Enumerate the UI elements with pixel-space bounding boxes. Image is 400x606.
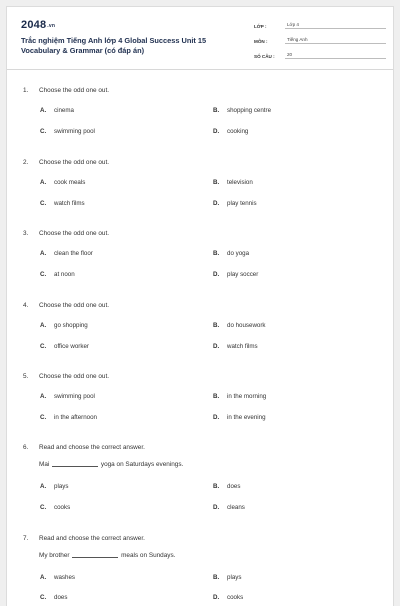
- answer-blank: [72, 557, 118, 558]
- question-prompt: Choose the odd one out.: [39, 230, 109, 237]
- question-number: 7.: [23, 535, 29, 542]
- question-header: [23, 373, 109, 380]
- logo-text: 2048: [21, 19, 47, 31]
- meta-question-count: [254, 49, 386, 59]
- option-d[interactable]: [213, 271, 258, 278]
- option-text: cooks: [227, 594, 244, 601]
- option-text: at noon: [54, 271, 75, 278]
- option-d[interactable]: [213, 200, 257, 207]
- option-d[interactable]: [213, 414, 266, 421]
- option-text: clean the floor: [54, 250, 93, 257]
- option-letter: C.: [40, 343, 47, 350]
- stem-after: yoga on Saturdays evenings.: [100, 461, 184, 468]
- option-a[interactable]: [40, 322, 88, 329]
- question-prompt: Choose the odd one out.: [39, 87, 109, 94]
- option-c[interactable]: [40, 343, 89, 350]
- option-letter: D.: [213, 343, 220, 350]
- option-d[interactable]: [213, 504, 245, 511]
- option-letter: A.: [40, 574, 47, 581]
- question-stem: [39, 461, 183, 468]
- option-text: do housework: [227, 322, 266, 329]
- meta-subject: [254, 34, 386, 44]
- option-text: cook meals: [54, 179, 86, 186]
- question-number: 2.: [23, 159, 29, 166]
- title-line-1: Trắc nghiệm Tiếng Anh lớp 4 Global Success Unit 15: [21, 36, 207, 45]
- option-letter: C.: [40, 504, 47, 511]
- option-a[interactable]: [40, 179, 85, 186]
- option-text: plays: [54, 483, 69, 490]
- logo-tld: .vn: [47, 23, 56, 29]
- meta-label: LỚP :: [254, 24, 267, 29]
- option-text: office worker: [54, 343, 89, 350]
- option-letter: B.: [213, 107, 220, 114]
- option-letter: B.: [213, 574, 220, 581]
- question-prompt: Choose the odd one out.: [39, 302, 109, 309]
- option-letter: D.: [213, 128, 220, 135]
- meta-label: MÔN :: [254, 39, 268, 44]
- question-prompt: Choose the odd one out.: [39, 159, 109, 166]
- option-letter: C.: [40, 271, 47, 278]
- option-letter: D.: [213, 414, 220, 421]
- option-text: do yoga: [227, 250, 250, 257]
- option-letter: D.: [213, 271, 220, 278]
- option-c[interactable]: [40, 414, 97, 421]
- title-line-2: Vocabulary & Grammar (có đáp án): [21, 46, 145, 55]
- option-text: does: [227, 483, 241, 490]
- worksheet-page: [6, 6, 394, 606]
- option-text: in the morning: [227, 393, 267, 400]
- option-letter: B.: [213, 322, 220, 329]
- option-b[interactable]: [213, 250, 249, 257]
- question-header: [23, 444, 145, 451]
- option-a[interactable]: [40, 107, 74, 114]
- meta-grade: [254, 19, 386, 29]
- question-number: 3.: [23, 230, 29, 237]
- question-header: [23, 535, 145, 542]
- option-b[interactable]: [213, 483, 240, 490]
- option-a[interactable]: [40, 250, 93, 257]
- question-number: 5.: [23, 373, 29, 380]
- option-text: cooking: [227, 128, 249, 135]
- option-text: watch films: [54, 200, 85, 207]
- option-text: go shopping: [54, 322, 88, 329]
- option-letter: A.: [40, 250, 47, 257]
- option-letter: A.: [40, 107, 47, 114]
- option-text: play soccer: [227, 271, 259, 278]
- question-header: [23, 230, 109, 237]
- option-b[interactable]: [213, 107, 271, 114]
- question-number: 1.: [23, 87, 29, 94]
- option-letter: B.: [213, 393, 220, 400]
- option-letter: C.: [40, 128, 47, 135]
- option-c[interactable]: [40, 128, 95, 135]
- option-letter: C.: [40, 594, 47, 601]
- worksheet-meta: [254, 19, 386, 64]
- option-text: in the afternoon: [54, 414, 98, 421]
- option-text: play tennis: [227, 200, 257, 207]
- option-text: cinema: [54, 107, 74, 114]
- option-text: watch films: [227, 343, 258, 350]
- option-text: swimming pool: [54, 128, 95, 135]
- answer-blank: [52, 466, 98, 467]
- stem-before: My brother: [39, 552, 70, 559]
- option-b[interactable]: [213, 574, 241, 581]
- question-prompt: Read and choose the correct answer.: [39, 444, 145, 451]
- option-letter: A.: [40, 483, 47, 490]
- question-stem: [39, 552, 175, 559]
- option-text: swimming pool: [54, 393, 95, 400]
- option-text: plays: [227, 574, 242, 581]
- option-letter: B.: [213, 179, 220, 186]
- question-prompt: Choose the odd one out.: [39, 373, 109, 380]
- meta-value: 20: [285, 52, 386, 59]
- stem-before: Mai: [39, 461, 50, 468]
- option-letter: A.: [40, 179, 47, 186]
- option-letter: A.: [40, 393, 47, 400]
- option-text: cooks: [54, 504, 71, 511]
- option-c[interactable]: [40, 271, 75, 278]
- option-letter: C.: [40, 414, 47, 421]
- question-header: [23, 302, 109, 309]
- option-letter: D.: [213, 200, 220, 207]
- option-c[interactable]: [40, 200, 85, 207]
- option-text: in the evening: [227, 414, 266, 421]
- option-a[interactable]: [40, 393, 95, 400]
- option-text: washes: [54, 574, 75, 581]
- option-b[interactable]: [213, 322, 266, 329]
- option-text: television: [227, 179, 253, 186]
- option-d[interactable]: [213, 343, 258, 350]
- site-logo[interactable]: [21, 19, 55, 31]
- meta-label: SỐ CÂU :: [254, 54, 275, 59]
- option-b[interactable]: [213, 179, 253, 186]
- question-number: 4.: [23, 302, 29, 309]
- option-letter: C.: [40, 200, 47, 207]
- worksheet-header: [7, 7, 393, 70]
- option-d[interactable]: [213, 128, 248, 135]
- option-text: cleans: [227, 504, 245, 511]
- option-letter: B.: [213, 250, 220, 257]
- option-b[interactable]: [213, 393, 266, 400]
- option-a[interactable]: [40, 483, 68, 490]
- meta-value: Tiếng Anh: [285, 37, 386, 44]
- question-header: [23, 159, 109, 166]
- question-header: [23, 87, 109, 94]
- question-number: 6.: [23, 444, 29, 451]
- option-c[interactable]: [40, 504, 70, 511]
- option-text: shopping centre: [227, 107, 272, 114]
- meta-value: Lớp 4: [285, 22, 386, 29]
- option-letter: A.: [40, 322, 47, 329]
- option-letter: D.: [213, 504, 220, 511]
- question-prompt: Read and choose the correct answer.: [39, 535, 145, 542]
- worksheet-title: [21, 36, 231, 56]
- option-text: does: [54, 594, 68, 601]
- option-letter: B.: [213, 483, 220, 490]
- stem-after: meals on Sundays.: [121, 552, 176, 559]
- option-a[interactable]: [40, 574, 75, 581]
- option-letter: D.: [213, 594, 220, 601]
